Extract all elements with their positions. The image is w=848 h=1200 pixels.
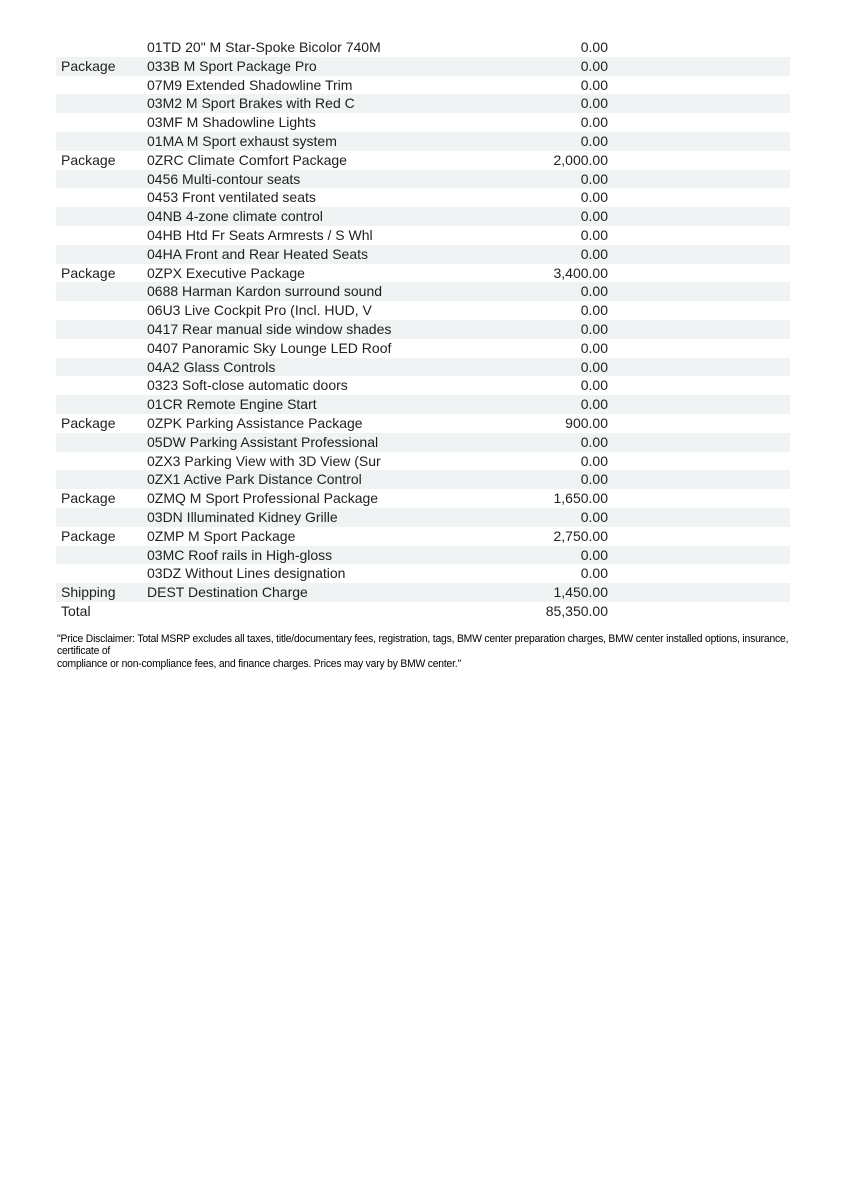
row-price: 3,400.00 xyxy=(553,264,608,281)
row-price: 0.00 xyxy=(580,57,608,74)
row-category: Package xyxy=(61,490,116,507)
row-price: 0.00 xyxy=(580,95,608,112)
row-price: 0.00 xyxy=(580,170,608,187)
row-description: 0ZRC Climate Comfort Package xyxy=(147,151,347,168)
table-row xyxy=(56,207,790,226)
row-description: 03DN Illuminated Kidney Grille xyxy=(147,508,338,525)
row-price: 1,650.00 xyxy=(553,490,608,507)
row-price: 2,000.00 xyxy=(553,151,608,168)
disclaimer-line-2: compliance or non-compliance fees, and finance charges. Prices may vary by BMW center." xyxy=(57,657,461,670)
table-row xyxy=(56,94,790,113)
row-category: Package xyxy=(61,264,116,281)
table-row xyxy=(56,57,790,76)
row-category: Package xyxy=(61,151,116,168)
price-disclaimer xyxy=(57,633,809,670)
row-price: 0.00 xyxy=(580,471,608,488)
row-price: 2,750.00 xyxy=(553,527,608,544)
row-price: 0.00 xyxy=(580,302,608,319)
row-description: 01CR Remote Engine Start xyxy=(147,396,317,413)
row-description: 0407 Panoramic Sky Lounge LED Roof xyxy=(147,339,392,356)
row-price: 0.00 xyxy=(580,358,608,375)
table-row xyxy=(56,301,790,320)
row-description: 03DZ Without Lines designation xyxy=(147,565,346,582)
row-category: Package xyxy=(61,527,116,544)
table-row xyxy=(56,433,790,452)
table-row xyxy=(56,358,790,377)
row-description: 06U3 Live Cockpit Pro (Incl. HUD, V xyxy=(147,302,372,319)
row-price: 0.00 xyxy=(580,226,608,243)
row-description: 0417 Rear manual side window shades xyxy=(147,320,392,337)
row-price: 0.00 xyxy=(580,546,608,563)
row-description: 01MA M Sport exhaust system xyxy=(147,132,337,149)
row-description: 03MF M Shadowline Lights xyxy=(147,114,316,131)
row-price: 0.00 xyxy=(580,452,608,469)
table-row xyxy=(56,489,790,508)
row-category: Package xyxy=(61,414,116,431)
row-description: 04NB 4-zone climate control xyxy=(147,208,323,225)
row-description: 04A2 Glass Controls xyxy=(147,358,276,375)
row-price: 0.00 xyxy=(580,189,608,206)
table-row xyxy=(56,395,790,414)
row-description: 01TD 20" M Star-Spoke Bicolor 740M xyxy=(147,39,381,55)
table-row xyxy=(56,151,790,170)
row-price: 0.00 xyxy=(580,283,608,300)
row-description: 0456 Multi-contour seats xyxy=(147,170,301,187)
row-description: 0323 Soft-close automatic doors xyxy=(147,377,348,394)
table-row xyxy=(56,470,790,489)
row-description: 0453 Front ventilated seats xyxy=(147,189,316,206)
table-row xyxy=(56,320,790,339)
row-description: 0ZPX Executive Package xyxy=(147,264,305,281)
row-description: 0688 Harman Kardon surround sound xyxy=(147,283,383,300)
row-price: 0.00 xyxy=(580,39,608,55)
row-price: 1,450.00 xyxy=(553,584,608,601)
row-description: 0ZX3 Parking View with 3D View (Sur xyxy=(147,452,381,469)
table-row xyxy=(56,452,790,471)
pricing-table xyxy=(56,38,790,621)
row-category: Total xyxy=(61,602,91,619)
table-row xyxy=(56,339,790,358)
table-row xyxy=(56,245,790,264)
table-row xyxy=(56,282,790,301)
row-description: 0ZMP M Sport Package xyxy=(147,527,296,544)
row-price: 0.00 xyxy=(580,132,608,149)
row-description: 07M9 Extended Shadowline Trim xyxy=(147,76,353,93)
row-description: 0ZPK Parking Assistance Package xyxy=(147,414,363,431)
row-description: 03M2 M Sport Brakes with Red C xyxy=(147,95,355,112)
table-row xyxy=(56,188,790,207)
table-row xyxy=(56,414,790,433)
table-row xyxy=(56,546,790,565)
row-category: Shipping xyxy=(61,584,116,601)
row-price: 0.00 xyxy=(580,433,608,450)
row-price: 0.00 xyxy=(580,508,608,525)
table-row xyxy=(56,602,790,621)
row-price: 0.00 xyxy=(580,377,608,394)
row-price: 0.00 xyxy=(580,245,608,262)
row-price: 0.00 xyxy=(580,76,608,93)
table-row xyxy=(56,527,790,546)
table-row xyxy=(56,170,790,189)
row-price: 0.00 xyxy=(580,339,608,356)
table-row xyxy=(56,376,790,395)
row-price: 900.00 xyxy=(565,414,608,431)
table-row xyxy=(56,113,790,132)
row-description: 04HB Htd Fr Seats Armrests / S Whl xyxy=(147,226,373,243)
row-category: Package xyxy=(61,57,116,74)
table-row xyxy=(56,583,790,602)
disclaimer-line-1: "Price Disclaimer: Total MSRP excludes all taxes, title/documentary fees, registration, tags, BMW center preparation charges, BMW center installed options, insurance, certificate of xyxy=(57,633,789,658)
table-row xyxy=(56,264,790,283)
table-row xyxy=(56,76,790,95)
row-description: DEST Destination Charge xyxy=(147,584,308,601)
table-row xyxy=(56,38,790,57)
table-row xyxy=(56,132,790,151)
row-description: 0ZMQ M Sport Professional Package xyxy=(147,490,379,507)
table-row xyxy=(56,508,790,527)
row-price: 0.00 xyxy=(580,114,608,131)
row-description: 04HA Front and Rear Heated Seats xyxy=(147,245,369,262)
table-row xyxy=(56,564,790,583)
row-description: 033B M Sport Package Pro xyxy=(147,57,317,74)
row-price: 0.00 xyxy=(580,208,608,225)
row-price: 0.00 xyxy=(580,320,608,337)
table-row xyxy=(56,226,790,245)
row-description: 05DW Parking Assistant Professional xyxy=(147,433,379,450)
row-price: 0.00 xyxy=(580,396,608,413)
row-description: 0ZX1 Active Park Distance Control xyxy=(147,471,362,488)
row-price: 0.00 xyxy=(580,565,608,582)
row-price: 85,350.00 xyxy=(545,602,608,619)
row-description: 03MC Roof rails in High-gloss xyxy=(147,546,333,563)
